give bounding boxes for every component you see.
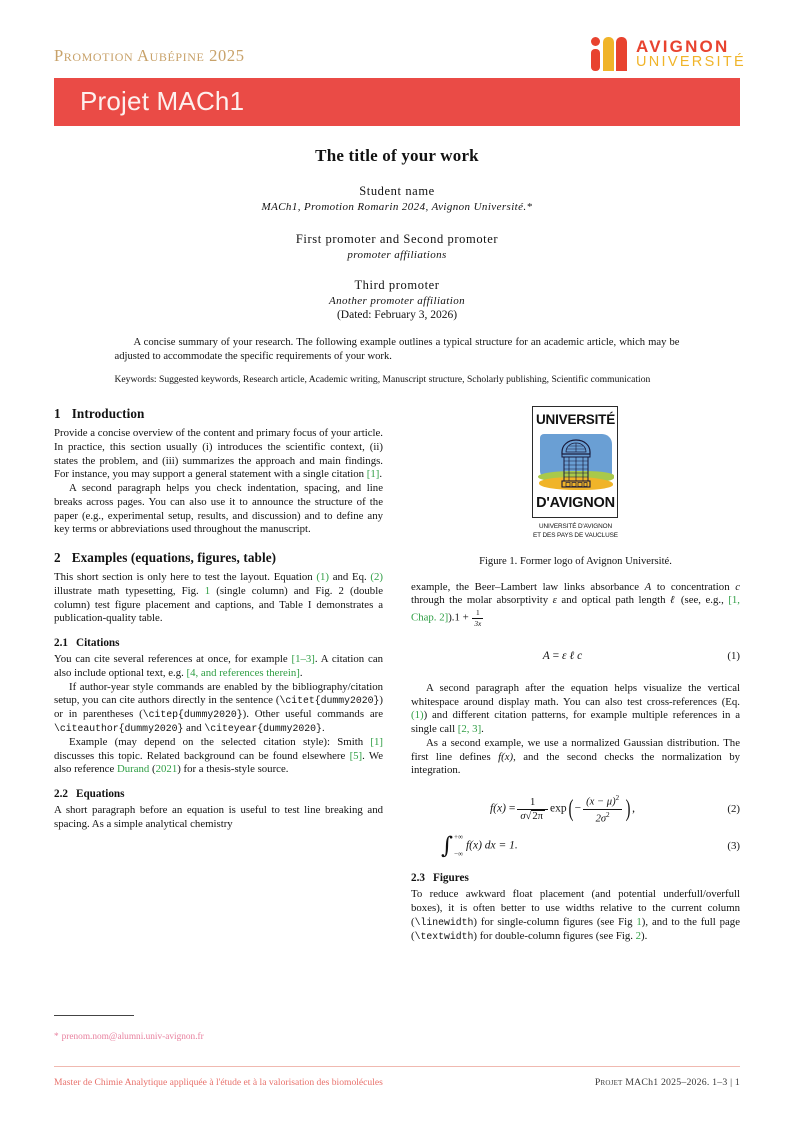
citation-author-durand[interactable]: Durand	[116, 763, 150, 776]
intro-paragraph-1	[54, 427, 383, 482]
ae-text-b: ) and different citation patterns, for example multiple references in a single call	[411, 709, 740, 736]
cit-p2-a: If author-year style commands are enabled by the bibliography/citation setup, you can cite authors directly in the sentence (	[54, 680, 383, 707]
fg-text-c: ), and to the full page (	[411, 915, 740, 942]
subsection-number-2-3: 2.3	[411, 872, 425, 885]
logo-yellow-bar-icon	[603, 37, 614, 71]
eq1-rhs: ε ℓ c	[562, 649, 583, 662]
eq2-exp-num-power: 2	[615, 794, 620, 803]
equation-1-body	[411, 650, 740, 662]
cit-p3-e: ) for a thesis-style source.	[177, 763, 289, 776]
avignon-universite-logo	[591, 34, 746, 74]
promoter-affiliation-2: Another promoter affiliation	[328, 295, 466, 307]
abstract-text: A concise summary of your research. The following example outlines a typical structure for an academic article, which may be adjusted to accommodate the specific requirements of your work.	[114, 337, 680, 362]
bl-text-e: and optical path length	[556, 594, 671, 607]
equation-3-body	[411, 834, 740, 858]
citation-ref-2-3[interactable]: [2, 3]	[457, 723, 482, 736]
eq2-comma: ,	[632, 802, 636, 815]
subsection-heading-2-1	[54, 637, 383, 649]
latex-command-citeyear: \citeyear{dummy2020}	[204, 723, 322, 735]
latex-command-linewidth: \linewidth	[414, 916, 474, 928]
logo-wordmark	[636, 38, 746, 70]
ex-text-d: (single column) and Fig. 2 (double column) test figure placement and captions, and Table I demonstrates a publication-quality table.	[54, 584, 383, 625]
fig-ref-1-again[interactable]: 1	[636, 915, 642, 928]
eq2-exp-numerator	[583, 794, 622, 810]
latex-command-citep: \citep{dummy2020}	[142, 709, 243, 721]
left-column	[54, 406, 383, 1056]
citation-ref-5[interactable]: [5]	[349, 749, 363, 762]
ex-text-b: and Eq.	[328, 571, 371, 584]
intro-p1-text-b: .	[379, 468, 383, 481]
eq2-sqrt-2pi: 2π	[532, 810, 543, 822]
cit-p3-d: (	[149, 763, 156, 776]
eq2-exponent-fraction	[583, 794, 622, 824]
section-title-2: Examples (equations, figures, table)	[71, 550, 277, 566]
section-heading-1	[54, 406, 383, 422]
promoter-affiliation-1: promoter affiliations	[347, 249, 447, 261]
cit-p2-b: ) or in parentheses (	[54, 694, 383, 721]
logo-universite-label: UNIVERSITÉ	[535, 412, 615, 427]
equation-1-number: (1)	[727, 649, 740, 662]
subsection-title-2-1: Citations	[75, 637, 120, 650]
eq2-exp-den-text: 2σ	[595, 813, 607, 825]
bl-text-d: through the molar absorptivity	[411, 594, 553, 607]
section-heading-2	[54, 550, 383, 566]
ex-text-a: This short section is only here to test the layout. Equation	[54, 571, 317, 584]
ae-text-a: A second paragraph after the equation helps visualize the vertical whitespace around display math. You can also test cross-references (Eq.	[411, 681, 740, 708]
bl-text-b: to concentration	[651, 580, 736, 593]
page-title: The title of your work	[315, 146, 479, 165]
eq2-equals: =	[508, 802, 516, 815]
page-header	[0, 0, 794, 140]
math-func-fx: f(x)	[498, 750, 514, 763]
trailing-fraction	[472, 608, 483, 628]
subsection-title-2-2: Equations	[75, 788, 125, 801]
equation-2	[411, 794, 740, 824]
footnote-marker: *	[54, 1032, 59, 1042]
ga-text-a: As a second example, we use a normalized Gaussian distribution. The first line defines	[411, 736, 740, 763]
gaussian-paragraph	[411, 737, 740, 778]
footer-left-text: Master de Chimie Analytique appliquée à l'étude et à la valorisation des biomolécules	[54, 1077, 383, 1088]
after-equation-paragraph	[411, 682, 740, 737]
subsection-number-2-2: 2.2	[54, 788, 68, 801]
eq1-equals: =	[552, 649, 560, 662]
eq2-frac-denominator: σ√2π	[520, 810, 543, 822]
citation-ref-smith[interactable]: [1]	[370, 735, 383, 748]
logo-i-dot-icon	[591, 37, 600, 46]
eq1-lhs: A	[542, 649, 550, 662]
cit-p2-e: .	[321, 722, 325, 735]
equation-3	[411, 834, 740, 858]
fg-text-e: ).	[641, 929, 648, 942]
logo-building-icon	[560, 439, 592, 489]
footer-right-text	[595, 1077, 740, 1088]
eq2-open-paren: (	[568, 795, 574, 823]
footer-separator	[54, 1066, 740, 1067]
footnote-separator	[54, 1015, 134, 1016]
logo-i-stem-icon	[591, 49, 600, 71]
trailing-frac-denominator: 3x	[474, 618, 482, 628]
section-number-2: 2	[54, 550, 61, 566]
ga-text-b: , and the second checks the normalization by integration.	[411, 750, 741, 777]
fg-text-a: To reduce awkward float placement (and potential underfull/overfull boxes), it is often better to use widths relative to the current column (	[411, 888, 740, 928]
latex-command-citeauthor: \citeauthor{dummy2020}	[54, 723, 184, 735]
cit-p2-c: ). Other useful commands are	[242, 708, 383, 721]
keywords-text: Keywords: Suggested keywords, Research article, Academic writing, Manuscript structure, Scholarly publishing, Scientific communication	[114, 373, 651, 385]
eq2-prefactor-fraction	[517, 797, 548, 822]
logo-i-glyph-icon	[591, 37, 600, 71]
citation-ref-chap[interactable]: [1, Chap. 2]	[411, 594, 741, 624]
math-var-ell: ℓ	[670, 594, 677, 607]
cit-p1-a: You can cite several references at once, for example	[54, 653, 292, 666]
logo-avignon-text: AVIGNON	[635, 36, 730, 56]
two-column-body	[54, 406, 740, 1056]
fg-text-d: ) for double-column figures (see Fig.	[473, 929, 636, 942]
figure-1	[411, 406, 740, 567]
dated-line: (Dated: February 3, 2026)	[336, 309, 458, 321]
integral-sign-icon: ∫	[441, 832, 453, 859]
cit-p1-b: . A citation can also include optional text, e.g.	[54, 653, 384, 679]
eq2-lhs: f(x)	[489, 802, 506, 815]
equations-paragraph: A short paragraph before an equation is useful to test line breaking and spacing. As a simple analytical chemistry	[54, 804, 383, 830]
bl-text-f: (see, e.g.,	[676, 594, 729, 607]
logo-subtitle	[532, 523, 620, 540]
footer-page-info: MACh1 2025–2026. 1–3 | 1	[625, 1077, 740, 1088]
logo-davignon-label: D'AVIGNON	[536, 495, 615, 511]
figures-paragraph	[411, 888, 740, 943]
cit-p3-b: discusses this topic. Related background can be found elsewhere	[54, 749, 350, 762]
logo-universite-text: UNIVERSITÉ	[635, 54, 746, 71]
project-title-banner	[54, 78, 740, 126]
equation-3-number: (3)	[727, 840, 740, 853]
eq2-frac-numerator: 1	[517, 797, 548, 810]
subsection-heading-2-2	[54, 788, 383, 800]
figure-1-caption: Figure 1. Former logo of Avignon Université.	[479, 555, 672, 567]
footer-projet-label: Projet	[594, 1077, 623, 1088]
eq2-minus: −	[574, 802, 582, 815]
subsection-number-2-1: 2.1	[54, 637, 68, 650]
eq-ref-2[interactable]: (2)	[370, 571, 383, 584]
eq2-exp-den-power: 2	[606, 810, 610, 819]
math-var-epsilon: ε	[552, 594, 557, 607]
eq-ref-1[interactable]: (1)	[316, 571, 329, 584]
promotion-line: Promotion Aubépine 2025	[54, 46, 245, 65]
fig-ref-1[interactable]: 1	[204, 584, 211, 597]
examples-paragraph	[54, 571, 383, 626]
right-column	[411, 406, 740, 1056]
cit-p2-d: and	[183, 722, 205, 735]
ae-text-c: .	[481, 723, 484, 736]
beer-lambert-paragraph	[411, 581, 740, 628]
intro-p1-text-a: Provide a concise overview of the content and primary focus of your article. In practice, this section usually (i) introduces the scientific context, (ii) states the problem, and (iii) summarizes the approach and main findings. For instance, you may support a general statement with a single citation	[54, 427, 383, 481]
title-block	[54, 146, 740, 386]
footnote-email[interactable]: prenom.nom@alumni.univ-avignon.fr	[61, 1032, 204, 1042]
eq2-sigma: σ	[520, 810, 526, 822]
fg-text-b: ) for single-column figures (see Fig	[473, 915, 637, 928]
eq3-upper-limit: +∞	[453, 833, 464, 842]
logo-frame	[532, 406, 618, 518]
ex-text-c: illustrate math typesetting, Fig.	[54, 584, 205, 597]
equation-3-limits	[454, 834, 463, 858]
latex-command-textwidth: \textwidth	[414, 930, 474, 942]
citation-ref-optional[interactable]: [4, and references therein]	[186, 666, 300, 679]
eq2-exp-num-text: (x − μ)	[586, 796, 616, 808]
fig-ref-2[interactable]: 2	[635, 929, 642, 942]
equation-1	[411, 650, 740, 662]
eq2-exp: exp	[549, 802, 567, 815]
eq-cross-ref-1[interactable]: (1)	[411, 709, 424, 722]
author-name: Student name	[359, 184, 435, 198]
latex-command-citet: \citet{dummy2020}	[279, 695, 380, 707]
equation-2-number: (2)	[727, 803, 740, 816]
trailing-frac-numerator: 1	[472, 608, 483, 618]
eq2-exp-denominator	[583, 810, 622, 825]
author-affiliation: MACh1, Promotion Romarin 2024, Avignon Université.*	[261, 201, 533, 213]
citations-paragraph-3	[54, 736, 383, 777]
logo-subtitle-line-1: UNIVERSITÉ D'AVIGNON	[539, 523, 612, 530]
promoters-line-2: Third promoter	[354, 278, 440, 292]
eq3-integrand: f(x) dx = 1.	[465, 839, 518, 852]
bl-text-a: example, the Beer–Lambert law links absorbance	[411, 580, 645, 593]
citation-ref[interactable]: [1]	[366, 468, 380, 481]
section-number-1: 1	[54, 406, 61, 421]
cit-p3-a: Example (may depend on the selected citation style): Smith	[69, 735, 371, 748]
subsection-title-2-3: Figures	[432, 872, 469, 885]
promoters-line-1: First promoter and Second promoter	[295, 232, 499, 246]
subsection-heading-2-3	[411, 872, 740, 884]
citation-year-2021[interactable]: 2021	[155, 763, 178, 776]
eq2-close-paren: )	[625, 795, 631, 823]
avignon-logo-mark-icon	[591, 37, 627, 71]
citation-ref-range[interactable]: [1–3]	[291, 653, 315, 666]
citations-paragraph-1	[54, 653, 383, 681]
project-title-text: Projet MACh1	[80, 86, 245, 116]
footnote	[54, 1032, 384, 1042]
cit-p3-c: . We also reference	[54, 749, 384, 776]
logo-subtitle-line-2: ET DES PAYS DE VAUCLUSE	[533, 531, 618, 539]
section-title-1: Introduction	[71, 406, 145, 421]
citations-paragraph-2	[54, 681, 383, 736]
cit-p1-c: .	[299, 666, 303, 679]
math-var-c: c	[735, 580, 740, 593]
intro-paragraph-2: A second paragraph helps you check indentation, spacing, and line breaks across pages. You can also use it to announce the structure of the paper (e.g., experimental setup, results, and discussion) and to define any key terms or abbreviations used throughout the manuscript.	[54, 482, 383, 536]
avignon-old-logo	[532, 406, 620, 540]
bl-text-g: ).1 +	[448, 611, 472, 624]
logo-red-bar-icon	[616, 37, 627, 71]
eq3-lower-limit: −∞	[453, 849, 464, 858]
math-var-A: A	[644, 580, 652, 593]
equation-2-body	[411, 794, 740, 824]
